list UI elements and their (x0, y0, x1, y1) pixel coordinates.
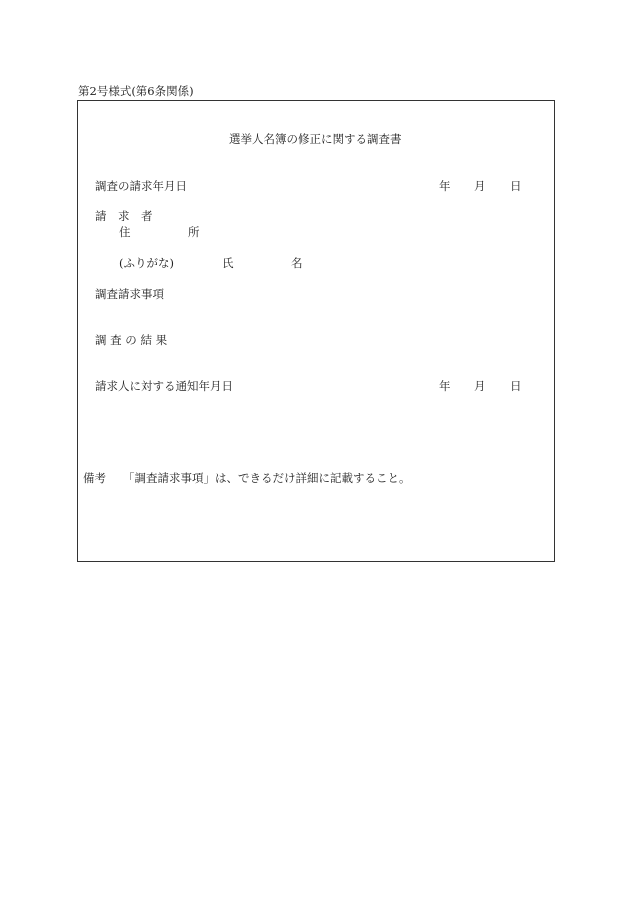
requester-label: 請 求 者 (95, 209, 153, 223)
requester-name-label: 氏 名 (222, 256, 303, 270)
form-frame (77, 100, 555, 562)
request-date-month: 月 (474, 179, 486, 193)
requester-furigana-label: (ふりがな) (119, 256, 174, 270)
request-date-year: 年 (439, 179, 451, 193)
form-number: 第2号様式(第6条関係) (78, 84, 194, 98)
notification-date-day: 日 (510, 379, 522, 393)
requester-address-label: 住 所 (119, 225, 200, 239)
request-items-label: 調査請求事項 (95, 287, 164, 301)
request-date-label: 調査の請求年月日 (95, 179, 187, 193)
notification-date-month: 月 (474, 379, 486, 393)
note-text: 「調査請求事項」は、できるだけ詳細に記載すること。 (123, 471, 411, 485)
notification-date-year: 年 (439, 379, 451, 393)
note-label: 備考 (83, 471, 106, 485)
investigation-result-label: 調 査 の 結 果 (95, 333, 168, 347)
document-title: 選挙人名簿の修正に関する調査書 (229, 132, 402, 146)
request-date-day: 日 (510, 179, 522, 193)
notification-date-label: 請求人に対する通知年月日 (95, 379, 233, 393)
